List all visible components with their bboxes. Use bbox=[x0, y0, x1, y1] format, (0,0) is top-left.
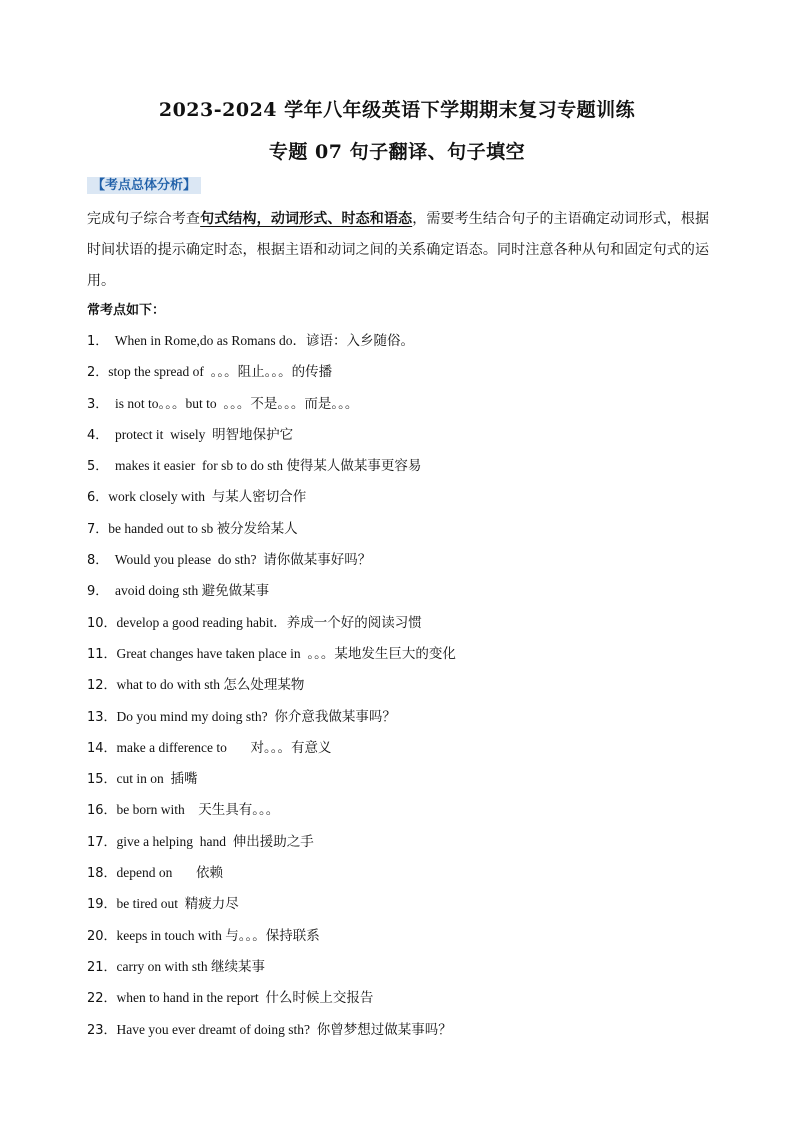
list-item bbox=[87, 607, 727, 638]
item-text: be handed out to sb 被分发给某人 bbox=[108, 520, 298, 536]
item-number: 18． bbox=[87, 866, 117, 882]
item-number: 4． bbox=[87, 427, 109, 443]
item-number: 14． bbox=[87, 740, 117, 756]
item-text: Do you mind my doing sth? 你介意我做某事吗？ bbox=[116, 708, 396, 724]
item-text: give a helping hand 伸出援助之手 bbox=[116, 833, 314, 849]
item-number: 3． bbox=[87, 396, 109, 412]
list-item bbox=[87, 951, 727, 982]
list-item bbox=[87, 388, 727, 419]
item-text: protect it wisely 明智地保护它 bbox=[108, 426, 294, 442]
item-number: 8． bbox=[87, 553, 109, 569]
list-item bbox=[87, 481, 727, 512]
list-item bbox=[87, 356, 727, 387]
item-text: make a difference to 对。。。有意义 bbox=[116, 739, 332, 755]
item-number: 22． bbox=[87, 991, 117, 1007]
item-text: depend on 依赖 bbox=[116, 865, 224, 881]
list-item bbox=[87, 544, 727, 575]
item-number: 6． bbox=[87, 490, 109, 506]
list-item bbox=[87, 920, 727, 951]
list-item bbox=[87, 732, 727, 763]
document-subtitle: 专题 07 句子翻译、句子填空 bbox=[268, 141, 526, 163]
item-text: be born with 天生具有。。。 bbox=[116, 802, 280, 818]
section-tag: 【考点总体分析】 bbox=[87, 177, 201, 194]
item-text: avoid doing sth 避免做某事 bbox=[108, 583, 270, 599]
item-text: be tired out 精疲力尽 bbox=[116, 896, 239, 912]
item-number: 13． bbox=[87, 709, 117, 725]
item-text: Great changes have taken place in 。。。某地发生巨大的变化 bbox=[116, 645, 456, 661]
item-text: When in Rome,do as Romans do．谚语：入乡随俗。 bbox=[108, 333, 415, 348]
item-number: 12． bbox=[87, 678, 117, 694]
item-number: 23． bbox=[87, 1022, 117, 1038]
list-item bbox=[87, 982, 727, 1013]
item-text: what to do with sth 怎么处理某物 bbox=[116, 677, 305, 693]
list-item bbox=[87, 763, 727, 794]
list-item bbox=[87, 638, 727, 669]
list-item bbox=[87, 450, 727, 481]
item-text: when to hand in the report 什么时候上交报告 bbox=[116, 990, 374, 1006]
item-text: stop the spread of 。。。阻止。。。的传播 bbox=[108, 364, 333, 380]
item-number: 17． bbox=[87, 834, 117, 850]
document-title: 2023-2024 学年八年级英语下学期期末复习专题训练 bbox=[158, 99, 636, 121]
item-number: 20． bbox=[87, 928, 117, 944]
item-number: 2． bbox=[87, 365, 109, 381]
list-item bbox=[87, 701, 727, 732]
list-item bbox=[87, 1014, 727, 1045]
item-number: 15． bbox=[87, 772, 117, 788]
item-text: Would you please do sth? 请你做某事好吗？ bbox=[108, 552, 372, 568]
item-number: 11． bbox=[87, 646, 117, 662]
item-number: 7． bbox=[87, 521, 109, 537]
list-item bbox=[87, 826, 727, 857]
list-item bbox=[87, 419, 727, 450]
list-heading: 常考点如下： bbox=[87, 303, 166, 318]
list-item bbox=[87, 325, 727, 356]
intro-text-end: ，需要考生结合句子的主语确定动词形式，根据时间状语的提示确定时态，根据主语和动词之间的关系确定语态。同时注意各种从句和固定句式的运用。 bbox=[87, 211, 710, 289]
item-text: carry on with sth 继续某事 bbox=[116, 958, 266, 974]
item-number: 1． bbox=[87, 334, 109, 349]
list-item bbox=[87, 888, 727, 919]
list-item bbox=[87, 857, 727, 888]
item-number: 21． bbox=[87, 959, 117, 975]
list-item bbox=[87, 513, 727, 544]
list-item bbox=[87, 669, 727, 700]
intro-key-points: 句式结构，动词形式、时态和语态 bbox=[200, 211, 413, 227]
item-number: 9． bbox=[87, 584, 109, 600]
list-item bbox=[87, 575, 727, 606]
intro-paragraph bbox=[87, 204, 709, 297]
item-number: 5． bbox=[87, 459, 109, 475]
item-number: 16． bbox=[87, 803, 117, 819]
item-text: develop a good reading habit．养成一个好的阅读习惯 bbox=[116, 614, 422, 630]
item-number: 10． bbox=[87, 615, 117, 631]
item-text: makes it easier for sb to do sth 使得某人做某事更容易 bbox=[108, 458, 422, 474]
item-text: cut in on 插嘴 bbox=[116, 771, 198, 787]
intro-text-start: 完成句子综合考查 bbox=[87, 211, 201, 227]
item-text: is not to。。。but to 。。。不是。。。而是。。。 bbox=[108, 395, 359, 411]
list-item bbox=[87, 794, 727, 825]
item-text: work closely with 与某人密切合作 bbox=[108, 489, 307, 505]
item-text: Have you ever dreamt of doing sth? 你曾梦想过做某事吗？ bbox=[116, 1021, 452, 1037]
item-text: keeps in touch with 与。。。保持联系 bbox=[116, 927, 320, 943]
item-number: 19． bbox=[87, 897, 117, 913]
key-points-list bbox=[87, 325, 727, 1045]
